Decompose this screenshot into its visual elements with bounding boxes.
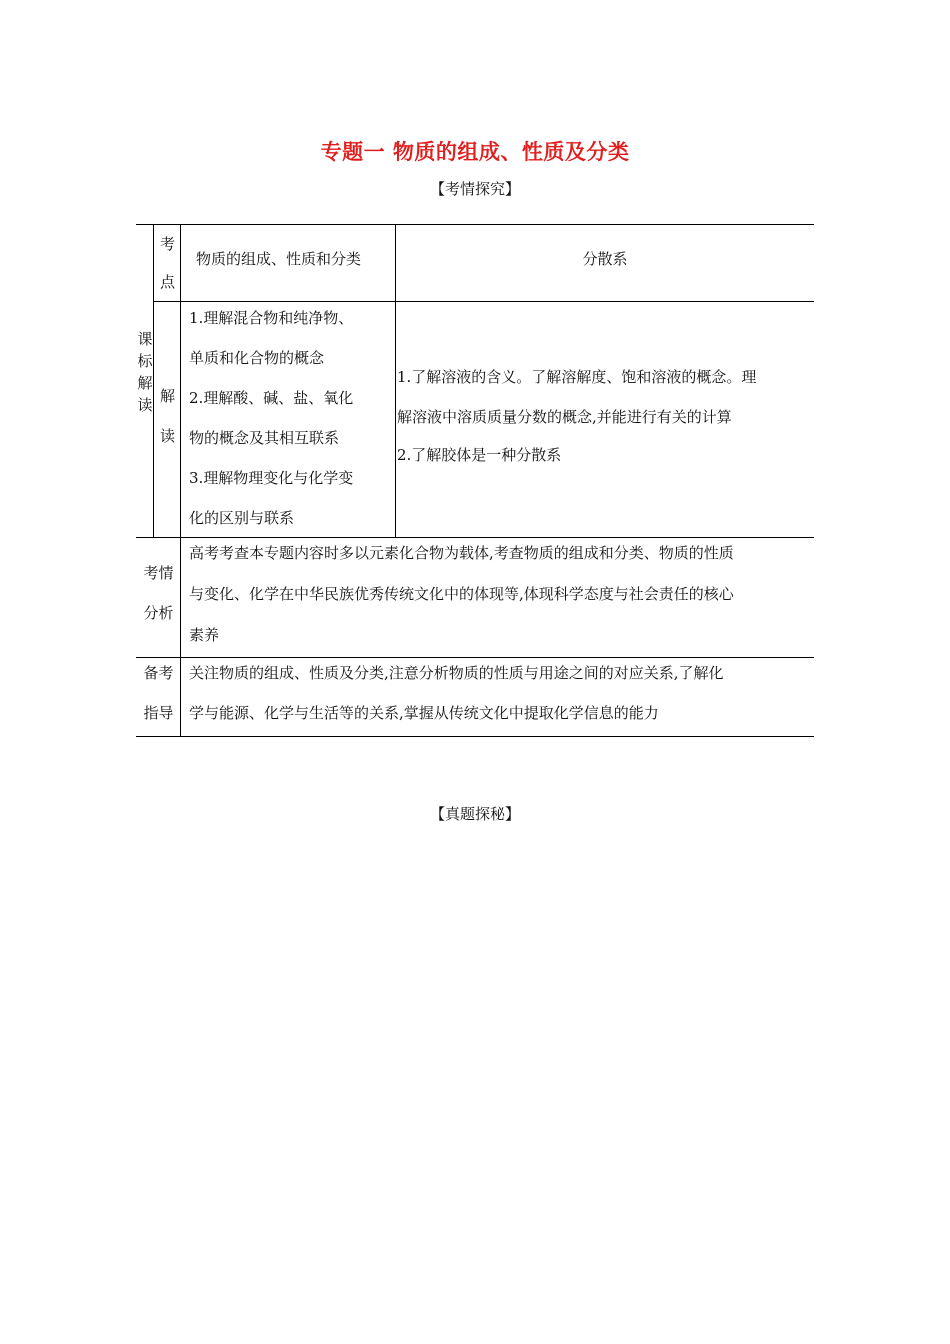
text-line: 学与能源、化学与生活等的关系,掌握从传统文化中提取化学信息的能力 <box>189 704 659 722</box>
row-label-kebiao-jiedu <box>136 328 154 416</box>
table-rule <box>136 736 814 737</box>
label-char: 考 <box>159 235 175 253</box>
text-line: 物的概念及其相互联系 <box>189 429 340 447</box>
text-line: 2.理解酸、碱、盐、氧化 <box>189 389 354 407</box>
cell-dispersion-content <box>397 357 813 475</box>
text-line: 与变化、化学在中华民族优秀传统文化中的体现等,体现科学态度与社会责任的核心 <box>189 585 734 603</box>
table-rule <box>136 224 814 225</box>
row-label-kaoqing-fenxi <box>136 553 181 633</box>
column-header-dispersion: 分散系 <box>582 250 628 268</box>
label-char: 课 <box>137 330 153 348</box>
section-heading-kaoqing: 【考情探究】 <box>429 180 520 198</box>
label-line: 分析 <box>143 604 174 622</box>
text-line: 2.了解胶体是一种分散系 <box>397 446 562 464</box>
row-label-kaodian <box>154 225 181 301</box>
label-char: 点 <box>159 273 175 291</box>
text-line: 高考考查本专题内容时多以元素化合物为载体,考查物质的组成和分类、物质的性质 <box>189 544 734 562</box>
label-char: 标 <box>137 352 153 370</box>
text-line: 解溶液中溶质质量分数的概念,并能进行有关的计算 <box>397 408 732 426</box>
text-line: 1.了解溶液的含义。了解溶解度、饱和溶液的概念。理 <box>397 368 757 386</box>
row-label-jiedu <box>154 376 181 456</box>
text-line: 关注物质的组成、性质及分类,注意分析物质的性质与用途之间的对应关系,了解化 <box>189 664 724 682</box>
cell-beikao-content <box>189 653 814 733</box>
page-title: 专题一 物质的组成、性质及分类 <box>320 140 630 164</box>
text-line: 3.理解物理变化与化学变 <box>189 469 354 487</box>
text-line: 素养 <box>189 626 220 644</box>
cell-composition-content <box>189 298 394 538</box>
label-char: 解 <box>137 374 153 392</box>
cell-kaoqing-content <box>189 533 814 656</box>
row-label-beikao-zhidao <box>136 653 181 733</box>
label-line: 备考 <box>143 664 174 682</box>
text-line: 化的区别与联系 <box>189 509 295 527</box>
label-char: 读 <box>159 427 175 445</box>
section-heading-zhenti: 【真题探秘】 <box>429 805 520 823</box>
label-line: 考情 <box>143 564 174 582</box>
column-header-composition: 物质的组成、性质和分类 <box>196 250 362 268</box>
text-line: 单质和化合物的概念 <box>189 349 325 367</box>
label-line: 指导 <box>143 704 174 722</box>
label-char: 读 <box>137 396 153 414</box>
text-line: 1.理解混合物和纯净物、 <box>189 309 354 327</box>
label-char: 解 <box>159 387 175 405</box>
